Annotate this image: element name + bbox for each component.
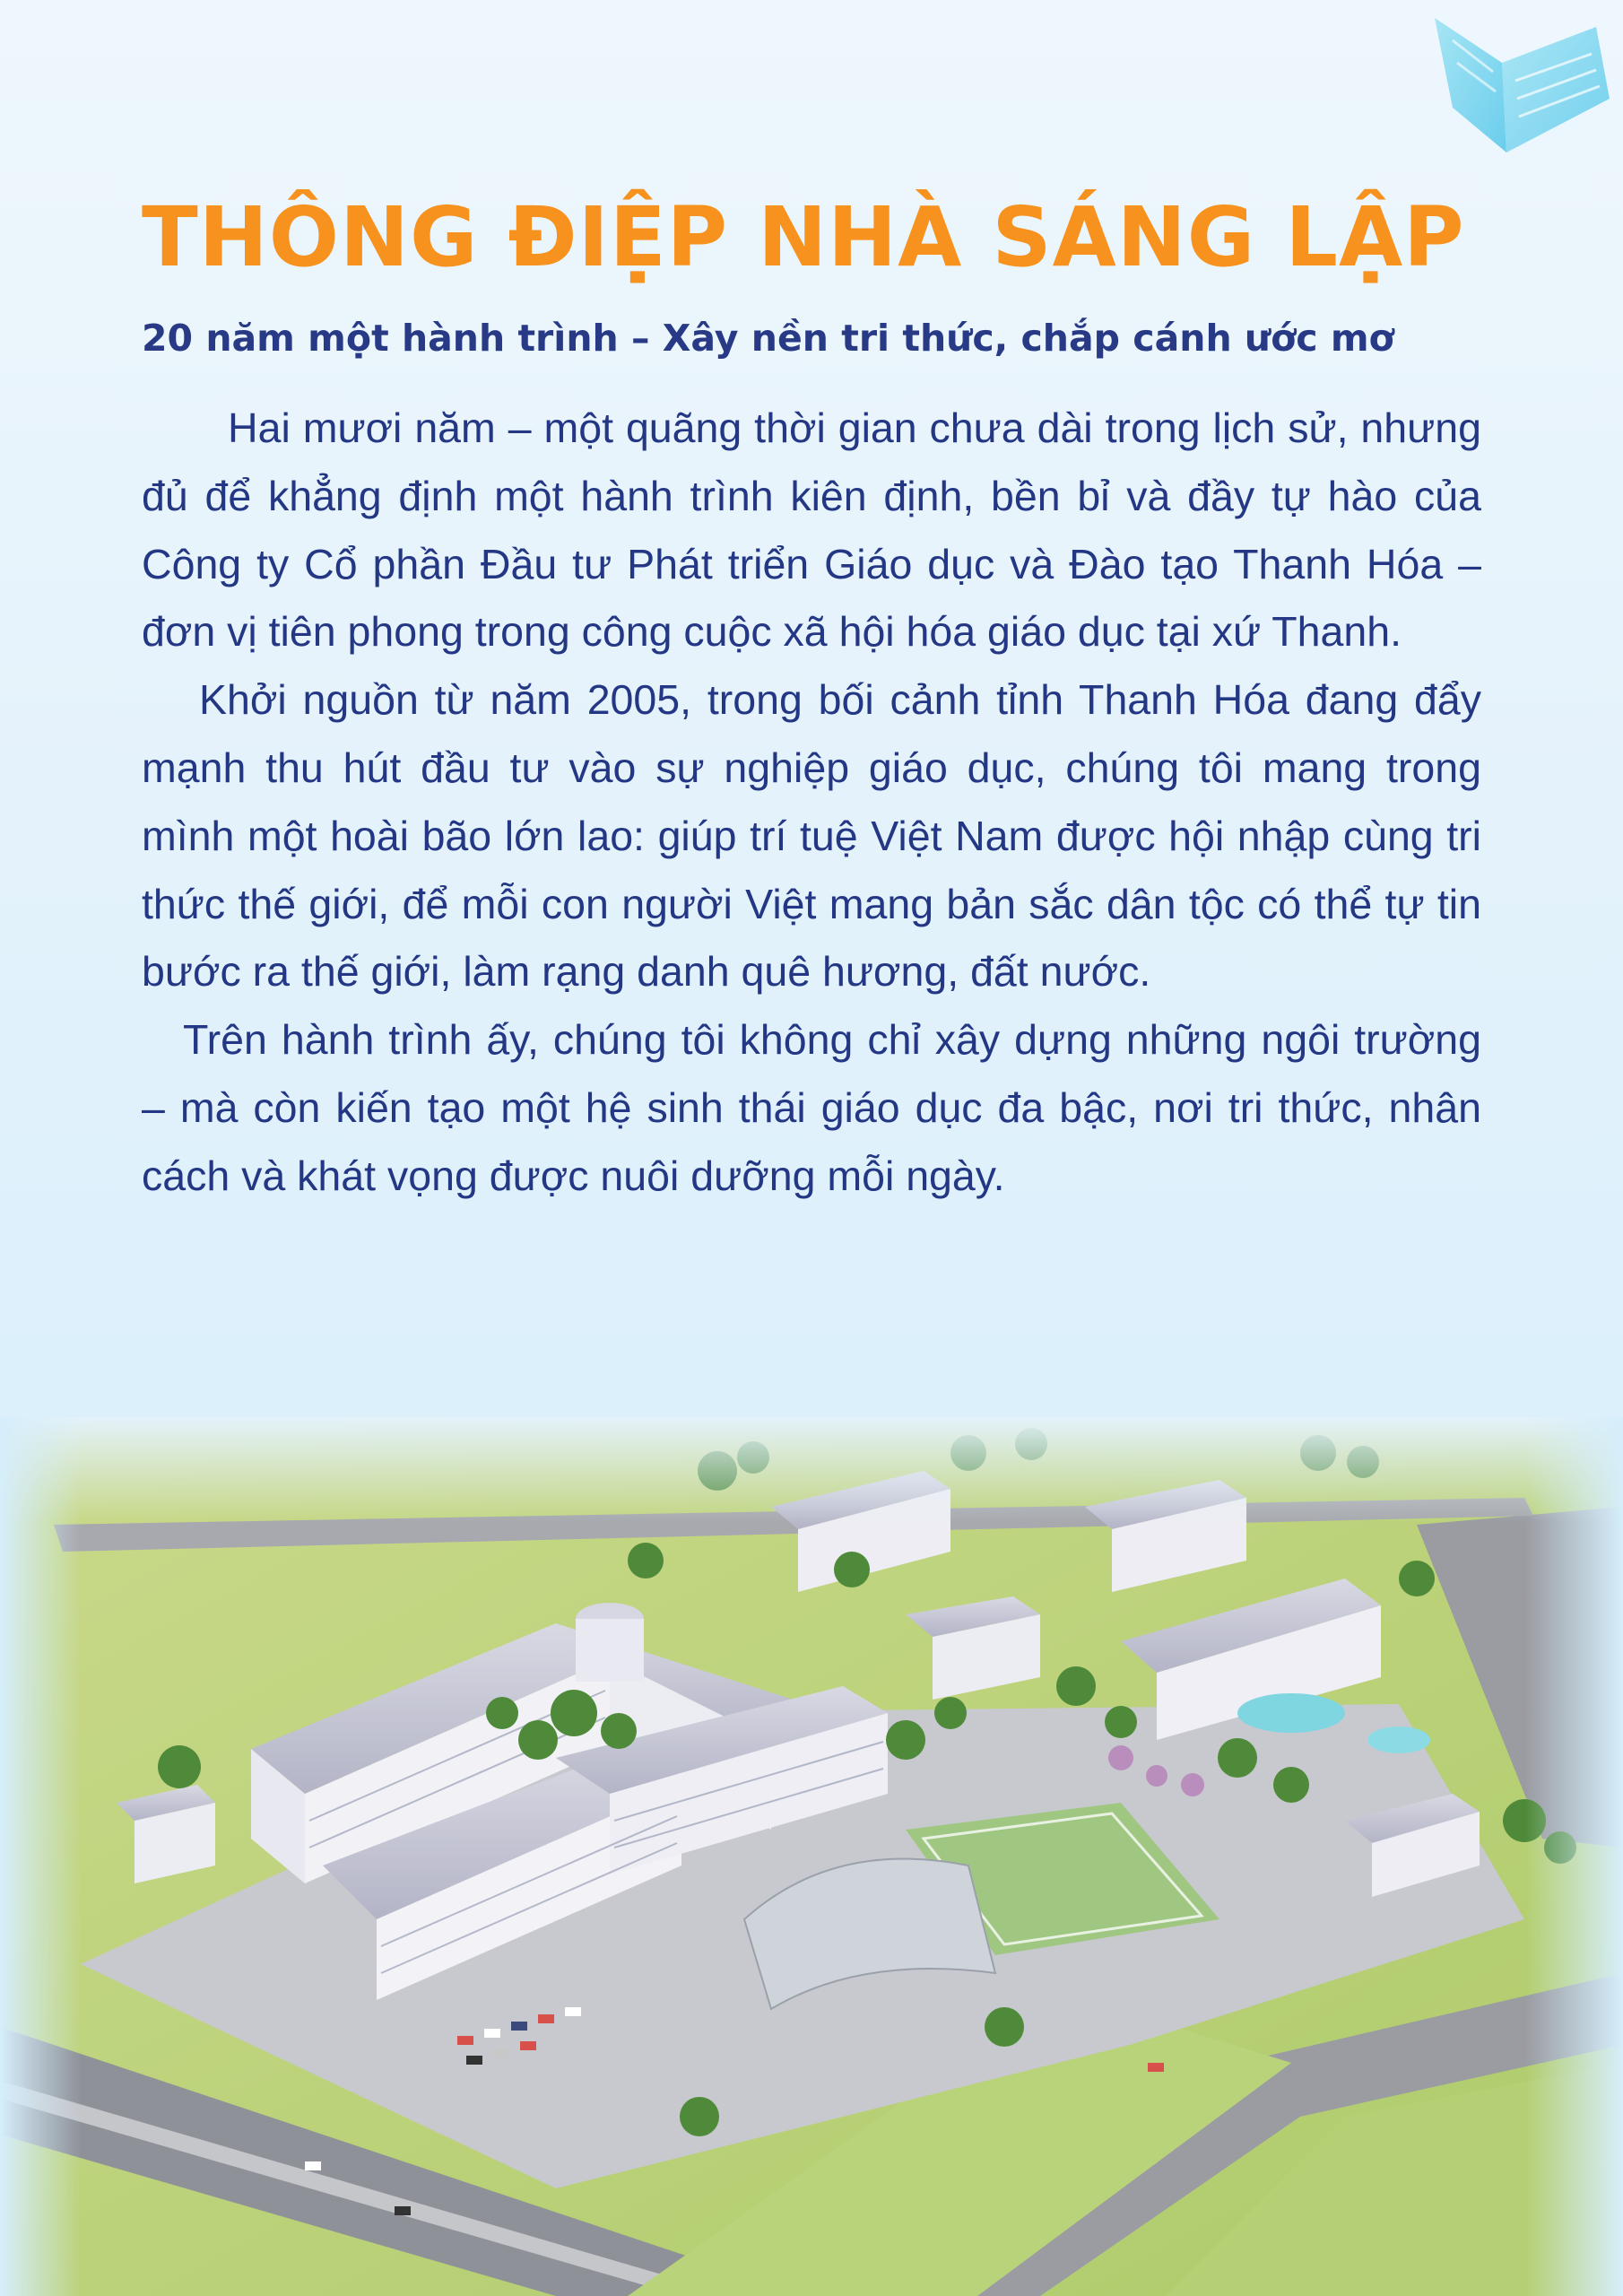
campus-aerial-image	[0, 1417, 1623, 2296]
open-book-icon	[1417, 0, 1623, 161]
paragraph-journey: Trên hành trình ấy, chúng tôi không chỉ xây dựng những ngôi trường – mà còn kiến tạo một hệ sinh thái giáo dục đa bậc, nơi tri thức, nhân cách và khát vọng được nuôi dưỡng mỗi ngày.	[142, 1016, 1481, 1199]
page-subtitle: 20 năm một hành trình – Xây nền tri thức, chắp cánh ước mơ	[142, 317, 1394, 360]
founder-message	[142, 395, 1481, 1211]
paragraph-origin: Khởi nguồn từ năm 2005, trong bối cảnh tỉnh Thanh Hóa đang đẩy mạnh thu hút đầu tư vào sự nghiệp giáo dục, chúng tôi mang trong mình một hoài bão lớn lao: giúp trí tuệ Việt Nam được hội nhập cùng tri thức thế giới, để mỗi con người Việt mang bản sắc dân tộc có thể tự tin bước ra thế giới, làm rạng danh quê hương, đất nước.	[142, 676, 1481, 996]
page-title: THÔNG ĐIỆP NHÀ SÁNG LẬP	[142, 189, 1465, 285]
paragraph-intro: Hai mươi năm – một quãng thời gian chưa dài trong lịch sử, nhưng đủ để khẳng định một hành trình kiên định, bền bỉ và đầy tự hào của Công ty Cổ phần Đầu tư Phát triển Giáo dục và Đào tạo Thanh Hóa – đơn vị tiên phong trong công cuộc xã hội hóa giáo dục tại xứ Thanh.	[142, 404, 1481, 656]
